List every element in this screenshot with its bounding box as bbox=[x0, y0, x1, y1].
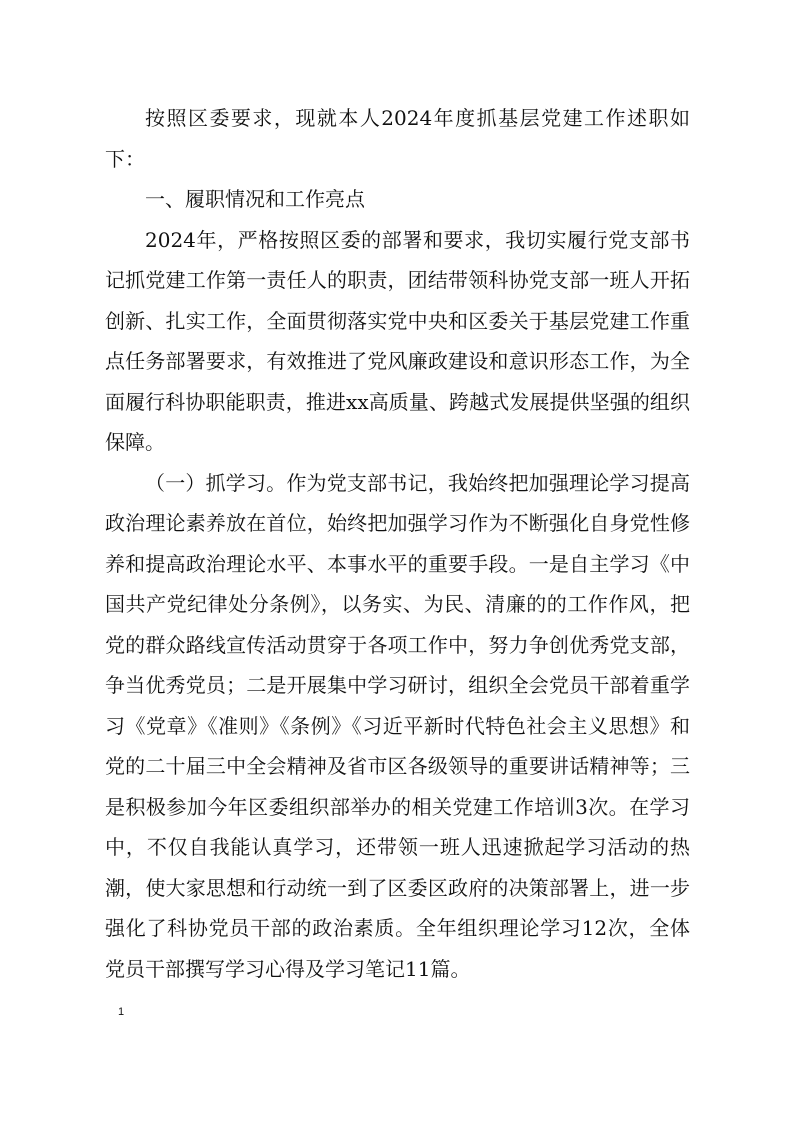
section-heading: 一、履职情况和工作亮点 bbox=[145, 187, 365, 211]
body-paragraph: 2024年，严格按照区委的部署和要求，我切实履行党支部书记抓党建工作第一责任人的职责，团结带领科协党支部一班人开拓创新、扎实工作，全面贯彻落实党中央和区委关于基层党建工作重点任务部署要求，有效推进了党风廉政建设和意识形态工作，为全面履行科协职能职责，推进xx高质量、跨越式发展提供坚强的组织保障。 bbox=[105, 227, 690, 454]
document-body bbox=[105, 98, 690, 989]
intro-paragraph: 按照区委要求，现就本人2024年度抓基层党建工作述职如下： bbox=[105, 106, 690, 171]
body-paragraph: （一）抓学习。作为党支部书记，我始终把加强理论学习提高政治理论素养放在首位，始终把加强学习作为不断强化自身党性修养和提高政治理论水平、本事水平的重要手段。一是自主学习《中国共产党纪律处分条例》，以务实、为民、清廉的的工作作风，把党的群众路线宣传活动贯穿于各项工作中，努力争创优秀党支部，争当优秀党员；二是开展集中学习研讨，组织全会党员干部着重学习《党章》《准则》《条例》《习近平新时代特色社会主义思想》和党的二十届三中全会精神及省市区各级领导的重要讲话精神等；三是积极参加今年区委组织部举办的相关党建工作培训3次。在学习中，不仅自我能认真学习，还带领一班人迅速掀起学习活动的热潮，使大家思想和行动统一到了区委区政府的决策部署上，进一步强化了科协党员干部的政治素质。全年组织理论学习12次，全体党员干部撰写学习心得及学习笔记11篇。 bbox=[105, 470, 690, 981]
page-number: 1 bbox=[118, 1006, 125, 1018]
